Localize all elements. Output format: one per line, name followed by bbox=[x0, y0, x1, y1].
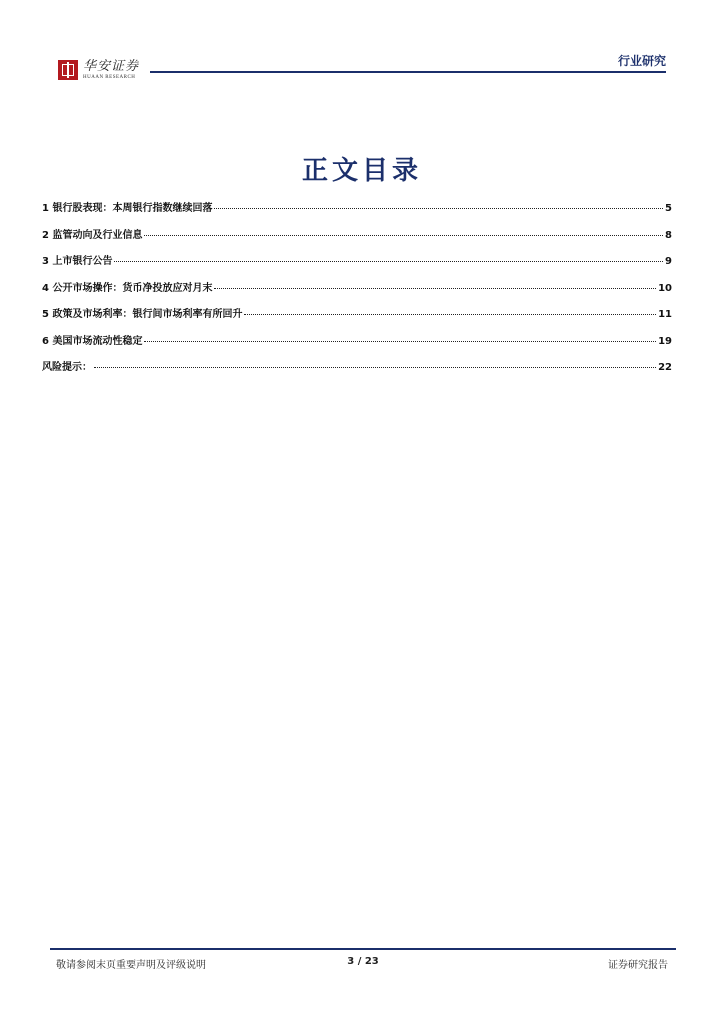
company-logo bbox=[58, 60, 139, 80]
table-of-contents bbox=[42, 199, 672, 385]
page-footer bbox=[50, 948, 676, 974]
footer-disclaimer: 敬请参阅末页重要声明及评级说明 bbox=[56, 960, 206, 971]
toc-entry-label: 1 银行股表现：本周银行指数继续回落 bbox=[42, 203, 213, 214]
toc-entry-page: 9 bbox=[665, 256, 672, 267]
footer-divider bbox=[50, 948, 676, 950]
toc-entry-label: 风险提示： bbox=[42, 362, 92, 373]
toc-entry-page: 22 bbox=[658, 362, 672, 373]
footer-report-type: 证券研究报告 bbox=[608, 960, 668, 971]
toc-entry-page: 11 bbox=[658, 309, 672, 320]
toc-entry[interactable] bbox=[42, 252, 672, 279]
toc-entry-label: 2 监管动向及行业信息 bbox=[42, 229, 143, 241]
header-divider bbox=[150, 71, 666, 73]
logo-name-cn: 华安证券 bbox=[83, 59, 140, 74]
toc-entry[interactable] bbox=[42, 226, 672, 253]
toc-title: 正文目录 bbox=[301, 156, 422, 186]
toc-entry[interactable] bbox=[42, 332, 672, 359]
logo-name-en: HUAAN RESEARCH bbox=[83, 75, 136, 80]
logo-mark-icon bbox=[58, 60, 78, 80]
toc-entry-label: 3 上市银行公告 bbox=[42, 256, 113, 267]
page-number: 3 / 23 bbox=[347, 956, 379, 967]
toc-entry-page: 8 bbox=[665, 229, 672, 241]
toc-entry[interactable] bbox=[42, 279, 672, 306]
toc-dot-leader bbox=[214, 288, 656, 289]
toc-dot-leader bbox=[244, 314, 656, 315]
toc-entry[interactable] bbox=[42, 199, 672, 226]
toc-dot-leader bbox=[114, 261, 663, 262]
toc-dot-leader bbox=[94, 367, 656, 368]
page-header bbox=[58, 52, 666, 86]
toc-entry[interactable] bbox=[42, 358, 672, 385]
toc-entry-label: 4 公开市场操作：货币净投放应对月末 bbox=[42, 282, 213, 294]
toc-dot-leader bbox=[144, 235, 663, 236]
toc-entry-page: 19 bbox=[658, 335, 672, 347]
toc-entry-label: 5 政策及市场利率：银行间市场利率有所回升 bbox=[42, 309, 243, 320]
toc-dot-leader bbox=[144, 341, 656, 342]
toc-dot-leader bbox=[214, 208, 663, 209]
toc-entry-page: 10 bbox=[658, 282, 672, 294]
toc-entry[interactable] bbox=[42, 305, 672, 332]
toc-entry-label: 6 美国市场流动性稳定 bbox=[42, 335, 143, 347]
toc-entry-page: 5 bbox=[665, 203, 672, 214]
report-category: 行业研究 bbox=[617, 54, 666, 68]
